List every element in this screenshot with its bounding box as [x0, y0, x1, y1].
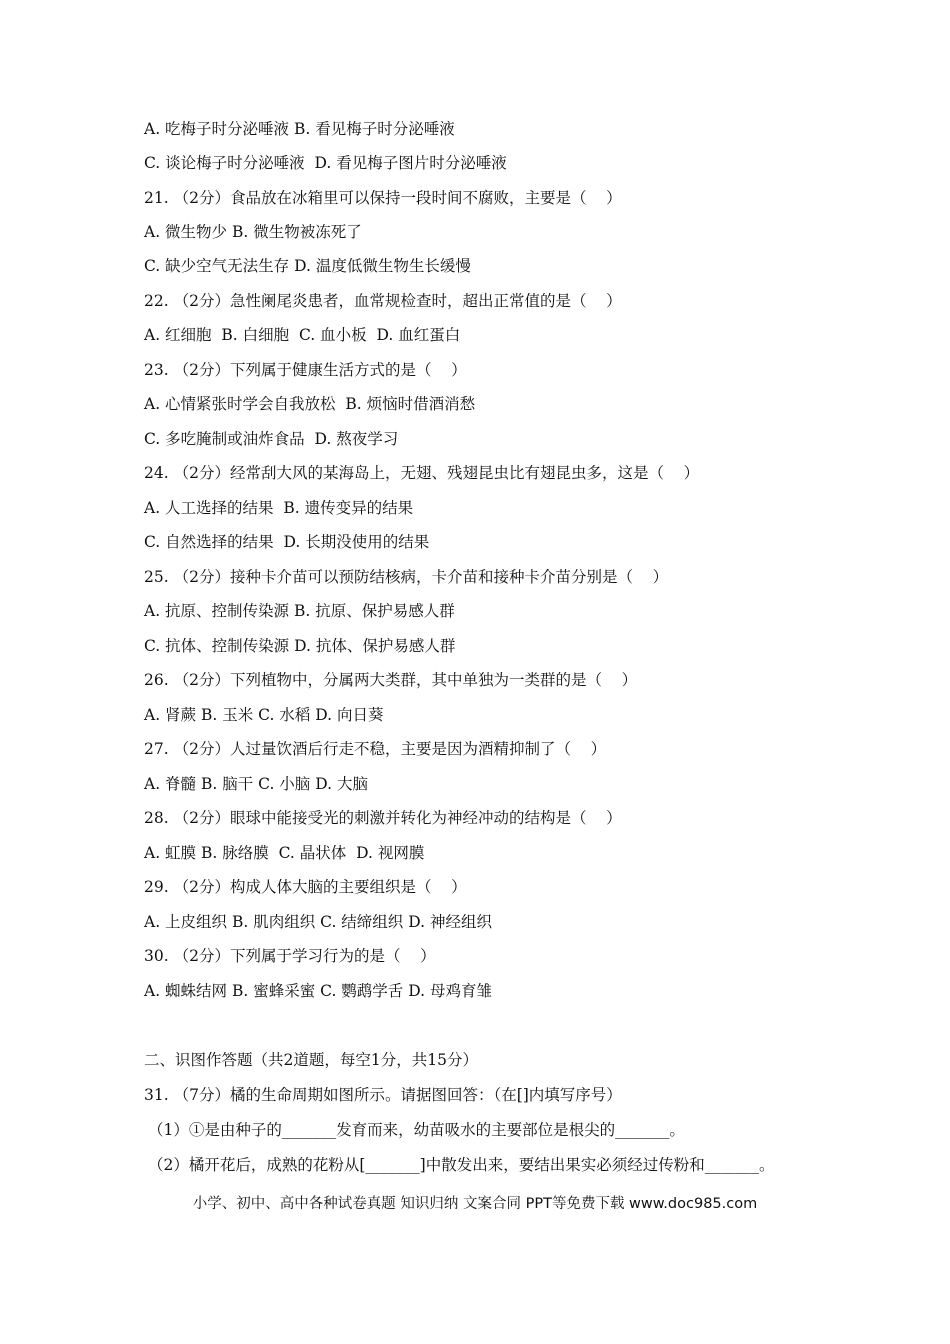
- section2-heading: 二、识图作答题（共2道题，每空1分，共15分）: [144, 1051, 478, 1069]
- q23-options-ab: A. 心情紧张时学会自我放松 B. 烦恼时借酒消愁: [144, 395, 476, 413]
- q25-options-ab: A. 抗原、控制传染源 B. 抗原、保护易感人群: [144, 602, 455, 620]
- q20-options-cd: C. 谈论梅子时分泌唾液 D. 看见梅子图片时分泌唾液: [144, 154, 507, 172]
- q31-part1: （1）①是由种子的_______发育而来，幼苗吸水的主要部位是根尖的_______。: [148, 1121, 685, 1139]
- q25-options-cd: C. 抗体、控制传染源 D. 抗体、保护易感人群: [144, 637, 456, 655]
- q23-stem: 23. （2分）下列属于健康生活方式的是（ ）: [144, 361, 467, 379]
- q27-stem: 27. （2分）人过量饮酒后行走不稳，主要是因为酒精抑制了（ ）: [144, 740, 607, 758]
- q20-options-ab: A. 吃梅子时分泌唾液 B. 看见梅子时分泌唾液: [144, 120, 455, 138]
- footer-banner: 小学、初中、高中各种试卷真题 知识归纳 文案合同 PPT等免费下载 www.doc985.com: [192, 1196, 758, 1212]
- q21-options-cd: C. 缺少空气无法生存 D. 温度低微生物生长缓慢: [144, 257, 471, 275]
- q26-options: A. 肾蕨 B. 玉米 C. 水稻 D. 向日葵: [144, 706, 384, 724]
- q30-options: A. 蜘蛛结网 B. 蜜蜂采蜜 C. 鹦鹉学舌 D. 母鸡育雏: [144, 982, 492, 1000]
- q24-options-ab: A. 人工选择的结果 B. 遗传变异的结果: [144, 499, 414, 517]
- q29-options: A. 上皮组织 B. 肌肉组织 C. 结缔组织 D. 神经组织: [144, 913, 492, 931]
- q24-options-cd: C. 自然选择的结果 D. 长期没使用的结果: [144, 533, 430, 551]
- q22-options: A. 红细胞 B. 白细胞 C. 血小板 D. 血红蛋白: [144, 326, 461, 344]
- q21-options-ab: A. 微生物少 B. 微生物被冻死了: [144, 223, 362, 241]
- q28-stem: 28. （2分）眼球中能接受光的刺激并转化为神经冲动的结构是（ ）: [144, 809, 622, 827]
- q22-stem: 22. （2分）急性阑尾炎患者，血常规检查时，超出正常值的是（ ）: [144, 292, 622, 310]
- q29-stem: 29. （2分）构成人体大脑的主要组织是（ ）: [144, 878, 467, 896]
- q23-options-cd: C. 多吃腌制或油炸食品 D. 熬夜学习: [144, 430, 399, 448]
- q21-stem: 21. （2分）食品放在冰箱里可以保持一段时间不腐败，主要是（ ）: [144, 189, 622, 207]
- q31-part2: （2）橘开花后，成熟的花粉从[_______]中散发出来，要结出果实必须经过传粉和_______。: [148, 1156, 775, 1174]
- q24-stem: 24. （2分）经常刮大风的某海岛上，无翅、残翅昆虫比有翅昆虫多，这是（ ）: [144, 464, 700, 482]
- q26-stem: 26. （2分）下列植物中，分属两大类群，其中单独为一类群的是（ ）: [144, 671, 638, 689]
- q28-options: A. 虹膜 B. 脉络膜 C. 晶状体 D. 视网膜: [144, 844, 425, 862]
- q30-stem: 30. （2分）下列属于学习行为的是（ ）: [144, 947, 436, 965]
- q31-stem: 31. （7分）橘的生命周期如图所示。请据图回答：（在[]内填写序号）: [144, 1086, 622, 1104]
- q25-stem: 25. （2分）接种卡介苗可以预防结核病，卡介苗和接种卡介苗分别是（ ）: [144, 568, 669, 586]
- q27-options: A. 脊髓 B. 脑干 C. 小脑 D. 大脑: [144, 775, 368, 793]
